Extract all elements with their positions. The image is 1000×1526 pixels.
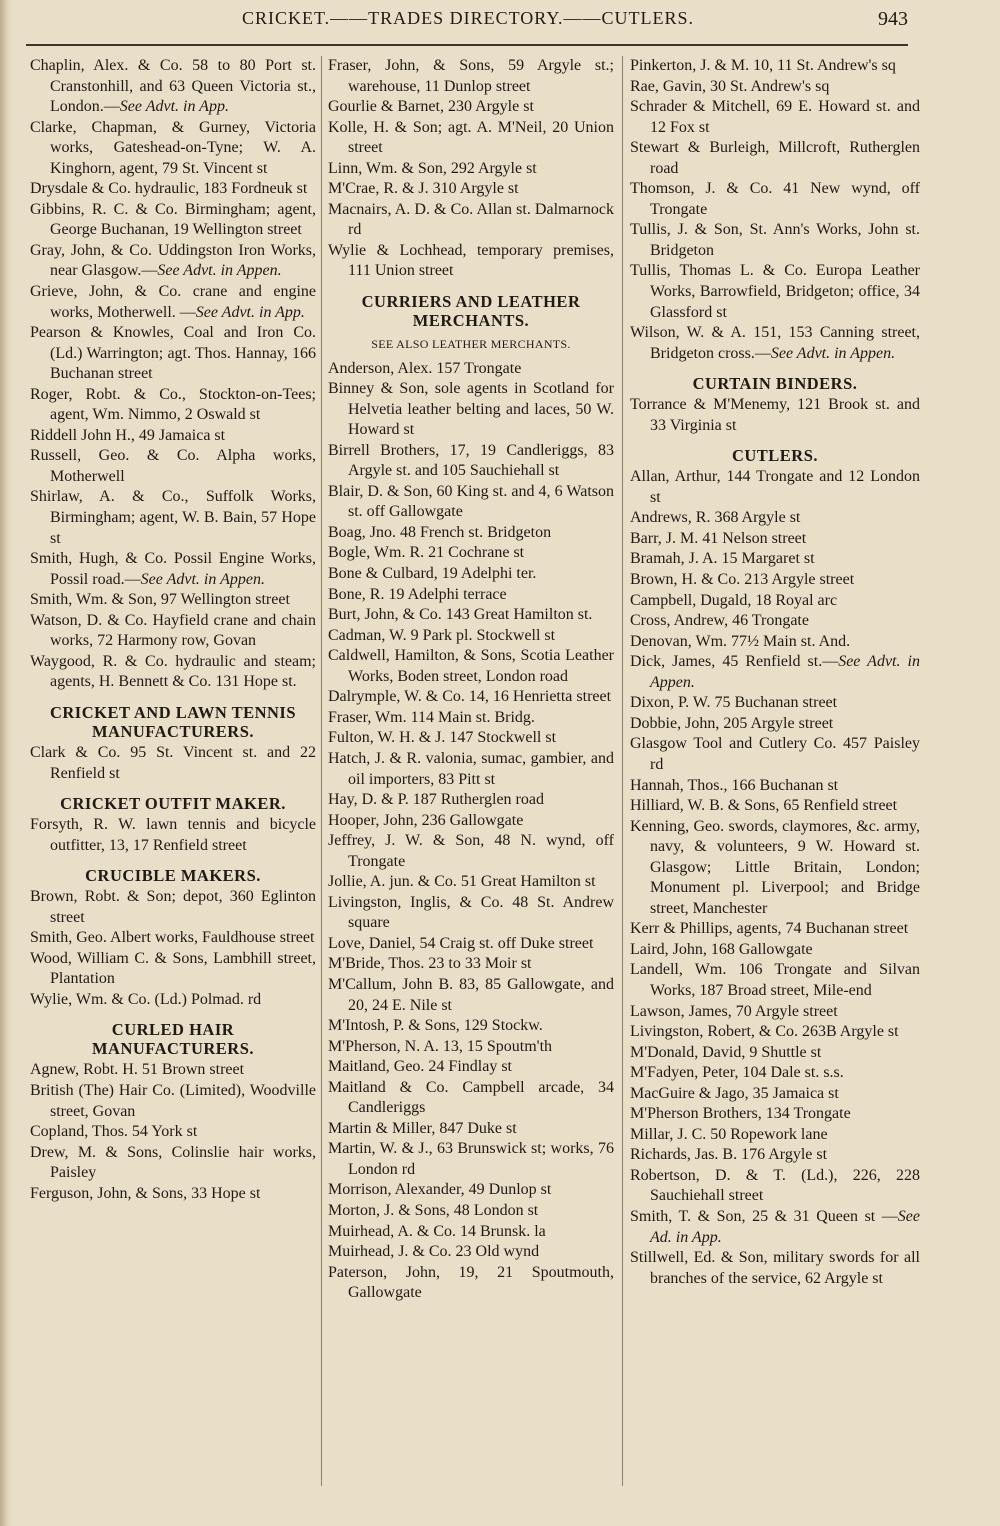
entry-text: Brown, H. & Co. 213 Argyle street	[630, 571, 855, 589]
directory-entry	[328, 1139, 614, 1180]
entry-text: Torrance & M'Menemy, 121 Brook st. and 33 Virginia st	[630, 396, 920, 434]
advert-reference: See Advt. in Appen.	[157, 262, 282, 280]
entry-text: MacGuire & Jago, 35 Jamaica st	[630, 1084, 839, 1102]
directory-entry	[30, 590, 316, 611]
entry-text: Hatch, J. & R. valonia, sumac, gambier, and oil importers, 83 Pitt st	[328, 749, 614, 788]
column-separator	[321, 56, 322, 1486]
entry-text: Campbell, Dugald, 18 Royal arc	[630, 591, 838, 609]
directory-entry	[630, 97, 920, 138]
entry-text: Hooper, John, 236 Gallowgate	[328, 811, 524, 829]
directory-entry	[630, 549, 920, 570]
directory-entry	[630, 529, 920, 550]
directory-entry	[30, 179, 316, 200]
directory-entry	[630, 960, 920, 1001]
entry-text: Tullis, J. & Son, St. Ann's Works, John st. Bridgeton	[630, 221, 920, 259]
entry-text: M'Pherson Brothers, 134 Trongate	[630, 1105, 851, 1123]
directory-entry	[328, 1078, 614, 1119]
directory-entry	[630, 467, 920, 508]
directory-entry	[30, 487, 316, 549]
directory-entry	[328, 708, 614, 729]
directory-entry	[630, 652, 920, 693]
advert-reference: See Advt. in Appen.	[650, 653, 920, 691]
directory-entry	[328, 1057, 614, 1078]
directory-entry	[630, 1145, 920, 1166]
entry-text: Livingston, Robert, & Co. 263B Argyle st	[630, 1023, 899, 1041]
section-heading: CURTAIN BINDERS.	[692, 374, 858, 394]
entry-text: Maitland & Co. Campbell arcade, 34 Candleriggs	[328, 1078, 614, 1117]
entry-text: Pearson & Knowles, Coal and Iron Co. (Ld.) Warrington; agt. Thos. Hannay, 166 Buchanan street	[30, 324, 316, 383]
directory-entry	[630, 1063, 920, 1084]
directory-column-2	[328, 56, 614, 1304]
entry-text: Barr, J. M. 41 Nelson street	[630, 529, 807, 547]
advert-reference: See Advt. in App.	[195, 303, 305, 321]
directory-entry	[630, 56, 920, 77]
directory-entry	[30, 426, 316, 447]
entry-text: Lawson, James, 70 Argyle street	[630, 1002, 838, 1020]
entry-text: Russell, Geo. & Co. Alpha works, Motherwell	[30, 447, 316, 485]
entry-text: Schrader & Mitchell, 69 E. Howard st. and 12 Fox st	[630, 98, 920, 136]
entry-text: Bone, R. 19 Adelphi terrace	[328, 585, 507, 603]
entry-text: Fraser, Wm. 114 Main st. Bridg.	[328, 708, 535, 726]
directory-entry	[630, 817, 920, 920]
column-separator	[622, 56, 623, 1486]
entry-text: Fraser, John, & Sons, 59 Argyle st.; warehouse, 11 Dunlop street	[328, 57, 614, 95]
directory-entry	[328, 1242, 614, 1263]
directory-entry	[328, 811, 614, 832]
advert-reference: See Advt. in Appen.	[140, 570, 265, 588]
directory-entry	[630, 1084, 920, 1105]
directory-entry	[328, 934, 614, 955]
entry-text: Clark & Co. 95 St. Vincent st. and 22 Renfield st	[30, 743, 316, 782]
entry-text: Landell, Wm. 106 Trongate and Silvan Works, 187 Broad street, Mile-end	[630, 961, 920, 999]
entry-text: Brown, Robt. & Son; depot, 360 Eglinton street	[30, 888, 316, 926]
entry-text: Clarke, Chapman, & Gurney, Victoria works, Gateshead-on-Tyne; W. A. Kinghorn, agent, 79 St. Vincent st	[30, 118, 316, 177]
entry-text: Gray, John, & Co. Uddingston Iron Works, near Glasgow.—	[30, 241, 316, 280]
directory-entry	[328, 605, 614, 626]
directory-entry	[30, 118, 316, 180]
entry-text: Tullis, Thomas L. & Co. Europa Leather Works, Barrowfield, Bridgeton; office, 34 Glassford st	[630, 262, 920, 321]
entry-text: Cadman, W. 9 Park pl. Stockwell st	[328, 626, 556, 644]
entry-text: M'Intosh, P. & Sons, 129 Stockw.	[328, 1017, 543, 1035]
advert-reference: See Advt. in Appen.	[770, 344, 896, 362]
entry-text: Glasgow Tool and Cutlery Co. 457 Paisley rd	[630, 735, 920, 773]
directory-entry	[30, 1081, 316, 1122]
entry-text: Bramah, J. A. 15 Margaret st	[630, 550, 815, 568]
entry-text: Wood, William C. & Sons, Lambhill street, Plantation	[30, 949, 316, 988]
entry-text: Dixon, P. W. 75 Buchanan street	[630, 694, 838, 712]
entry-text: Dick, James, 45 Renfield st.—	[630, 653, 839, 671]
directory-entry	[328, 1037, 614, 1058]
directory-entry	[630, 179, 920, 220]
directory-entry	[328, 790, 614, 811]
entry-text: Linn, Wm. & Son, 292 Argyle st	[328, 159, 537, 177]
directory-entry	[328, 954, 614, 975]
directory-entry	[328, 893, 614, 934]
entry-text: M'Donald, David, 9 Shuttle st	[630, 1043, 822, 1061]
directory-entry	[30, 282, 316, 323]
entry-text: Bogle, Wm. R. 21 Cochrane st	[328, 544, 525, 562]
entry-text: Grieve, John, & Co. crane and engine works, Motherwell. —	[30, 283, 316, 321]
entry-text: Andrews, R. 368 Argyle st	[630, 509, 801, 527]
entry-text: M'Callum, John B. 83, 85 Gallowgate, and 20, 24 E. Nile st	[328, 975, 614, 1014]
entry-text: Fulton, W. H. & J. 147 Stockwell st	[328, 729, 557, 747]
directory-entry	[328, 975, 614, 1016]
directory-entry	[630, 508, 920, 529]
entry-text: Chaplin, Alex. & Co. 58 to 80 Port st. Cranstonhill, and 63 Queen Victoria st., London.—	[30, 57, 316, 116]
entry-text: Gibbins, R. C. & Co. Birmingham; agent, George Buchanan, 19 Wellington street	[30, 200, 316, 239]
directory-entry	[630, 1166, 920, 1207]
directory-entry	[30, 56, 316, 118]
directory-entry	[328, 118, 614, 159]
directory-entry	[30, 241, 316, 282]
entry-text: Dobbie, John, 205 Argyle street	[630, 714, 834, 732]
entry-text: Forsyth, R. W. lawn tennis and bicycle outfitter, 13, 17 Renfield street	[30, 816, 316, 854]
directory-column-1	[30, 56, 316, 1204]
entry-text: Agnew, Robt. H. 51 Brown street	[30, 1061, 245, 1079]
entry-text: Hilliard, W. B. & Sons, 65 Renfield street	[630, 797, 898, 815]
directory-entry	[328, 585, 614, 606]
entry-text: Morrison, Alexander, 49 Dunlop st	[328, 1181, 552, 1199]
directory-entry	[630, 1002, 920, 1023]
directory-entry	[328, 179, 614, 200]
directory-entry	[328, 646, 614, 687]
entry-text: British (The) Hair Co. (Limited), Woodville street, Govan	[30, 1081, 316, 1120]
entry-text: M'Fadyen, Peter, 104 Dale st. s.s.	[630, 1064, 844, 1082]
entry-text: Muirhead, A. & Co. 14 Brunsk. la	[328, 1222, 546, 1240]
entry-text: M'Crae, R. & J. 310 Argyle st	[328, 180, 519, 198]
directory-entry	[630, 570, 920, 591]
directory-entry	[630, 323, 920, 364]
directory-entry	[630, 261, 920, 323]
directory-entry	[30, 743, 316, 784]
entry-text: Wilson, W. & A. 151, 153 Canning street, Bridgeton cross.—	[630, 324, 920, 362]
entry-text: Caldwell, Hamilton, & Sons, Scotia Leather Works, Boden street, London road	[328, 647, 614, 685]
directory-entry	[30, 611, 316, 652]
directory-entry	[630, 776, 920, 797]
directory-entry	[30, 385, 316, 426]
entry-text: Birrell Brothers, 17, 19 Candleriggs, 83 Argyle st. and 105 Sauchiehall st	[328, 441, 614, 480]
entry-text: Thomson, J. & Co. 41 New wynd, off Trongate	[630, 180, 920, 218]
directory-entry	[328, 359, 614, 380]
page-binding-edge	[0, 0, 14, 1526]
entry-text: Smith, Hugh, & Co. Possil Engine Works, Possil road.—	[30, 550, 316, 588]
directory-entry	[630, 1125, 920, 1146]
directory-entry	[328, 379, 614, 441]
directory-entry	[328, 626, 614, 647]
entry-text: Dalrymple, W. & Co. 14, 16 Henrietta street	[328, 688, 612, 706]
entry-text: Kerr & Phillips, agents, 74 Buchanan street	[630, 920, 909, 938]
directory-entry	[328, 1222, 614, 1243]
directory-entry	[630, 77, 920, 98]
entry-text: Stillwell, Ed. & Son, military swords for all branches of the service, 62 Argyle st	[630, 1249, 920, 1287]
directory-entry	[630, 1104, 920, 1125]
directory-entry	[630, 940, 920, 961]
directory-entry	[630, 796, 920, 817]
directory-entry	[30, 1060, 316, 1081]
directory-entry	[328, 831, 614, 872]
directory-column-3	[630, 56, 920, 1289]
entry-text: Hay, D. & P. 187 Rutherglen road	[328, 791, 544, 809]
directory-entry	[328, 687, 614, 708]
section-heading: CRICKET OUTFIT MAKER.	[60, 794, 286, 814]
entry-text: Rae, Gavin, 30 St. Andrew's sq	[630, 77, 830, 95]
entry-text: Binney & Son, sole agents in Scotland for Helvetia leather belting and laces, 50 W. Howard st	[328, 380, 614, 439]
directory-entry	[30, 200, 316, 241]
directory-entry	[30, 949, 316, 990]
directory-entry	[328, 97, 614, 118]
entry-text: Boag, Jno. 48 French st. Bridgeton	[328, 523, 552, 541]
directory-entry	[328, 1201, 614, 1222]
running-header: CRICKET.——TRADES DIRECTORY.——CUTLERS.	[241, 8, 695, 28]
entry-text: Hannah, Thos., 166 Buchanan st	[630, 776, 839, 794]
directory-entry	[630, 591, 920, 612]
section-heading: CRICKET AND LAWN TENNIS MANUFACTURERS.	[49, 702, 297, 741]
directory-entry	[328, 543, 614, 564]
entry-text: Paterson, John, 19, 21 Spoutmouth, Gallowgate	[328, 1263, 614, 1302]
directory-entry	[328, 200, 614, 241]
entry-text: M'Pherson, N. A. 13, 15 Spoutm'th	[328, 1037, 553, 1055]
directory-entry	[630, 611, 920, 632]
entry-text: Wylie & Lochhead, temporary premises, 111 Union street	[328, 241, 614, 280]
entry-text: Roger, Robt. & Co., Stockton-on-Tees; agent, Wm. Nimmo, 2 Oswald st	[30, 385, 316, 424]
entry-text: Pinkerton, J. & M. 10, 11 St. Andrew's sq	[630, 57, 896, 74]
entry-text: Kolle, H. & Son; agt. A. M'Neil, 20 Union street	[328, 118, 614, 157]
directory-entry	[630, 734, 920, 775]
entry-text: Kenning, Geo. swords, claymores, &c. army, navy, & volunteers, 9 W. Howard st. Glasgow; Little Britain, London; Monument pl. Liverpool; and Bridge street, Manchester	[630, 817, 920, 917]
entry-text: Jollie, A. jun. & Co. 51 Great Hamilton st	[328, 873, 596, 891]
directory-entry	[328, 482, 614, 523]
directory-entry	[630, 138, 920, 179]
directory-entry	[630, 220, 920, 261]
entry-text: Richards, Jas. B. 176 Argyle st	[630, 1146, 828, 1164]
entry-text: M'Bride, Thos. 23 to 33 Moir st	[328, 955, 532, 973]
entry-text: Burt, John, & Co. 143 Great Hamilton st.	[328, 606, 593, 624]
directory-entry	[328, 1180, 614, 1201]
entry-text: Robertson, D. & T. (Ld.), 226, 228 Sauchiehall street	[630, 1166, 920, 1205]
directory-entry	[328, 1016, 614, 1037]
entry-text: Allan, Arthur, 144 Trongate and 12 London st	[630, 468, 920, 506]
directory-entry	[30, 990, 316, 1011]
entry-text: Wylie, Wm. & Co. (Ld.) Polmad. rd	[30, 990, 262, 1008]
entry-text: Livingston, Inglis, & Co. 48 St. Andrew square	[328, 893, 614, 932]
entry-text: Smith, Wm. & Son, 97 Wellington street	[30, 591, 290, 609]
directory-entry	[630, 395, 920, 436]
entry-text: Shirlaw, A. & Co., Suffolk Works, Birmingham; agent, W. B. Bain, 57 Hope st	[30, 488, 316, 547]
directory-entry	[30, 549, 316, 590]
directory-entry	[328, 241, 614, 282]
directory-entry	[328, 441, 614, 482]
entry-text: Stewart & Burleigh, Millcroft, Rutherglen road	[630, 139, 920, 177]
entry-text: Jeffrey, J. W. & Son, 48 N. wynd, off Trongate	[328, 832, 614, 870]
directory-entry	[30, 1143, 316, 1184]
directory-entry	[30, 652, 316, 693]
entry-text: Laird, John, 168 Gallowgate	[630, 940, 813, 958]
entry-text: Smith, T. & Son, 25 & 31 Queen st —	[630, 1207, 898, 1225]
directory-entry	[30, 323, 316, 385]
advert-reference: See Advt. in App.	[119, 98, 229, 116]
see-also-note: SEE ALSO LEATHER MERCHANTS.	[371, 337, 571, 352]
entry-text: Macnairs, A. D. & Co. Allan st. Dalmarnock rd	[328, 200, 614, 239]
directory-entry	[630, 632, 920, 653]
entry-text: Martin & Miller, 847 Duke st	[328, 1119, 517, 1137]
entry-text: Maitland, Geo. 24 Findlay st	[328, 1058, 512, 1076]
directory-entry	[328, 159, 614, 180]
entry-text: Love, Daniel, 54 Craig st. off Duke street	[328, 934, 594, 952]
directory-entry	[328, 564, 614, 585]
entry-text: Waygood, R. & Co. hydraulic and steam; agents, H. Bennett & Co. 131 Hope st.	[30, 652, 316, 691]
entry-text: Denovan, Wm. 77½ Main st. And.	[630, 632, 851, 650]
section-heading: CRUCIBLE MAKERS.	[85, 866, 261, 886]
advert-reference: See Ad. in App.	[650, 1207, 920, 1246]
directory-entry	[30, 1122, 316, 1143]
directory-entry	[30, 1184, 316, 1205]
directory-entry	[630, 693, 920, 714]
entry-text: Muirhead, J. & Co. 23 Old wynd	[328, 1243, 540, 1261]
entry-text: Morton, J. & Sons, 48 London st	[328, 1201, 539, 1219]
directory-entry	[630, 919, 920, 940]
directory-entry	[328, 872, 614, 893]
directory-entry	[328, 1263, 614, 1304]
directory-entry	[630, 1207, 920, 1248]
directory-entry	[328, 56, 614, 97]
entry-text: Copland, Thos. 54 York st	[30, 1123, 198, 1141]
directory-entry	[630, 1248, 920, 1289]
directory-entry	[630, 714, 920, 735]
entry-text: Bone & Culbard, 19 Adelphi ter.	[328, 565, 537, 583]
directory-entry	[328, 1119, 614, 1140]
header-rule	[26, 44, 908, 46]
directory-entry	[328, 728, 614, 749]
directory-entry	[30, 446, 316, 487]
section-heading: CURRIERS AND LEATHER MERCHANTS.	[361, 292, 581, 331]
entry-text: Anderson, Alex. 157 Trongate	[328, 359, 522, 377]
directory-entry	[328, 523, 614, 544]
directory-entry	[30, 928, 316, 949]
entry-text: Gourlie & Barnet, 230 Argyle st	[328, 98, 534, 116]
entry-text: Drysdale & Co. hydraulic, 183 Fordneuk st	[30, 180, 308, 198]
directory-entry	[630, 1043, 920, 1064]
section-heading: CURLED HAIR MANUFACTURERS.	[91, 1020, 255, 1059]
entry-text: Watson, D. & Co. Hayfield crane and chain works, 72 Harmony row, Govan	[30, 611, 316, 650]
entry-text: Martin, W. & J., 63 Brunswick st; works, 76 London rd	[328, 1140, 614, 1178]
entry-text: Ferguson, John, & Sons, 33 Hope st	[30, 1184, 261, 1202]
entry-text: Riddell John H., 49 Jamaica st	[30, 426, 226, 444]
page-number: 943	[878, 8, 908, 30]
directory-entry	[328, 749, 614, 790]
entry-text: Blair, D. & Son, 60 King st. and 4, 6 Watson st. off Gallowgate	[328, 482, 614, 521]
directory-entry	[30, 887, 316, 928]
directory-entry	[630, 1022, 920, 1043]
entry-text: Millar, J. C. 50 Ropework lane	[630, 1125, 828, 1143]
directory-entry	[30, 815, 316, 856]
entry-text: Drew, M. & Sons, Colinslie hair works, Paisley	[30, 1143, 316, 1182]
entry-text: Cross, Andrew, 46 Trongate	[630, 612, 809, 630]
section-heading: CUTLERS.	[731, 446, 819, 466]
entry-text: Smith, Geo. Albert works, Fauldhouse street	[30, 929, 315, 947]
